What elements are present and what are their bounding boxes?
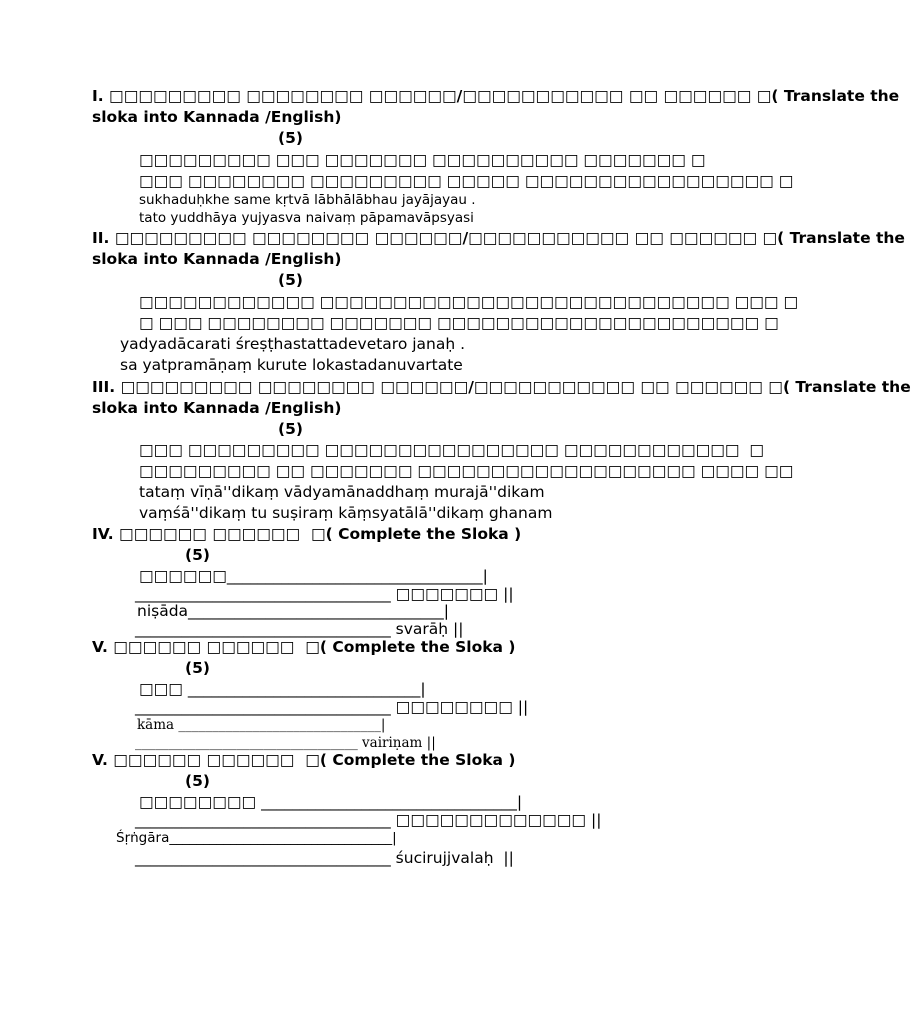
q3-verse-line-1: □□□ □□□□□□□□□ □□□□□□□□□□□□□□□□ □□□□□□□□□□□□ □ [139,441,765,459]
question-1-title: I. □□□□□□□□□ □□□□□□□□ □□□□□□/□□□□□□□□□□□ □□ □□□□□□ □( Translate the [92,87,900,105]
q5-blank-line-2: _________________________________ □□□□□□□□ || [135,698,529,716]
q4-blank-line-4: _________________________________ svarāḥ || [135,620,464,638]
q3-verse-line-2: □□□□□□□□□ □□ □□□□□□□ □□□□□□□□□□□□□□□□□□□ □□□□ □□ [139,462,794,480]
q5-blank-line-3: kāma ______________________________| [137,717,386,733]
question-1-title-cont: sloka into Kannada /English) [92,108,342,126]
q2-translit-line-1: yadyadācarati śreṣṭhastattadevetaro janaḥ . [120,335,466,353]
question-5-marks: (5) [185,659,210,677]
q5-blank-line-1: □□□ ______________________________| [139,680,426,698]
question-3-title: III. □□□□□□□□□ □□□□□□□□ □□□□□□/□□□□□□□□□□□ □□ □□□□□□ □( Translate the [92,378,911,396]
question-2-marks: (5) [278,271,303,289]
q1-verse-line-1: □□□□□□□□□ □□□ □□□□□□□ □□□□□□□□□□ □□□□□□□ □ [139,151,706,169]
question-4-marks: (5) [185,546,210,564]
q1-translit-line-1: sukhaduḥkhe same kṛtvā lābhālābhau jayājayau . [139,192,476,208]
q2-verse-line-1: □□□□□□□□□□□□ □□□□□□□□□□□□□□□□□□□□□□□□□□□□ □□□ □ [139,293,799,311]
question-6-title: V. □□□□□□ □□□□□□ □( Complete the Sloka ) [92,751,516,769]
q4-blank-line-1: □□□□□□_________________________________| [139,567,488,585]
q6-blank-line-3: Śṛṅgāra_________________________________| [116,830,397,846]
question-3-title-cont: sloka into Kannada /English) [92,399,342,417]
question-2-title: II. □□□□□□□□□ □□□□□□□□ □□□□□□/□□□□□□□□□□□ □□ □□□□□□ □( Translate the [92,229,905,247]
q6-blank-line-2: _________________________________ □□□□□□□□□□□□□ || [135,811,602,829]
q4-blank-line-3: niṣāda_________________________________| [137,602,450,620]
q3-translit-line-2: vaṃśā''dikaṃ tu suṣiraṃ kāṃsyatālā''dikaṃ ghanam [139,504,553,522]
q5-blank-line-4: _________________________________ vairiṇam || [135,735,436,751]
question-6-marks: (5) [185,772,210,790]
question-4-title: IV. □□□□□□ □□□□□□ □( Complete the Sloka ) [92,525,522,543]
q2-verse-line-2: □ □□□ □□□□□□□□ □□□□□□□ □□□□□□□□□□□□□□□□□□□□□□ □ [139,314,779,332]
question-3-marks: (5) [278,420,303,438]
q1-verse-line-2: □□□ □□□□□□□□ □□□□□□□□□ □□□□□ □□□□□□□□□□□□□□□□□ □ [139,172,794,190]
question-1-marks: (5) [278,129,303,147]
q1-translit-line-2: tato yuddhāya yujyasva naivaṃ pāpamavāpsyasi [139,210,474,226]
q4-blank-line-2: _________________________________ □□□□□□□ || [135,585,514,603]
q6-blank-line-1: □□□□□□□□ _________________________________| [139,793,523,811]
q3-translit-line-1: tataṃ vīṇā''dikaṃ vādyamānaddhaṃ murajā''dikam [139,483,545,501]
q2-translit-line-2: sa yatpramāṇaṃ kurute lokastadanuvartate [120,356,463,374]
question-5-title: V. □□□□□□ □□□□□□ □( Complete the Sloka ) [92,638,516,656]
q6-blank-line-4: _________________________________ śucirujjvalaḥ || [135,849,514,867]
question-2-title-cont: sloka into Kannada /English) [92,250,342,268]
